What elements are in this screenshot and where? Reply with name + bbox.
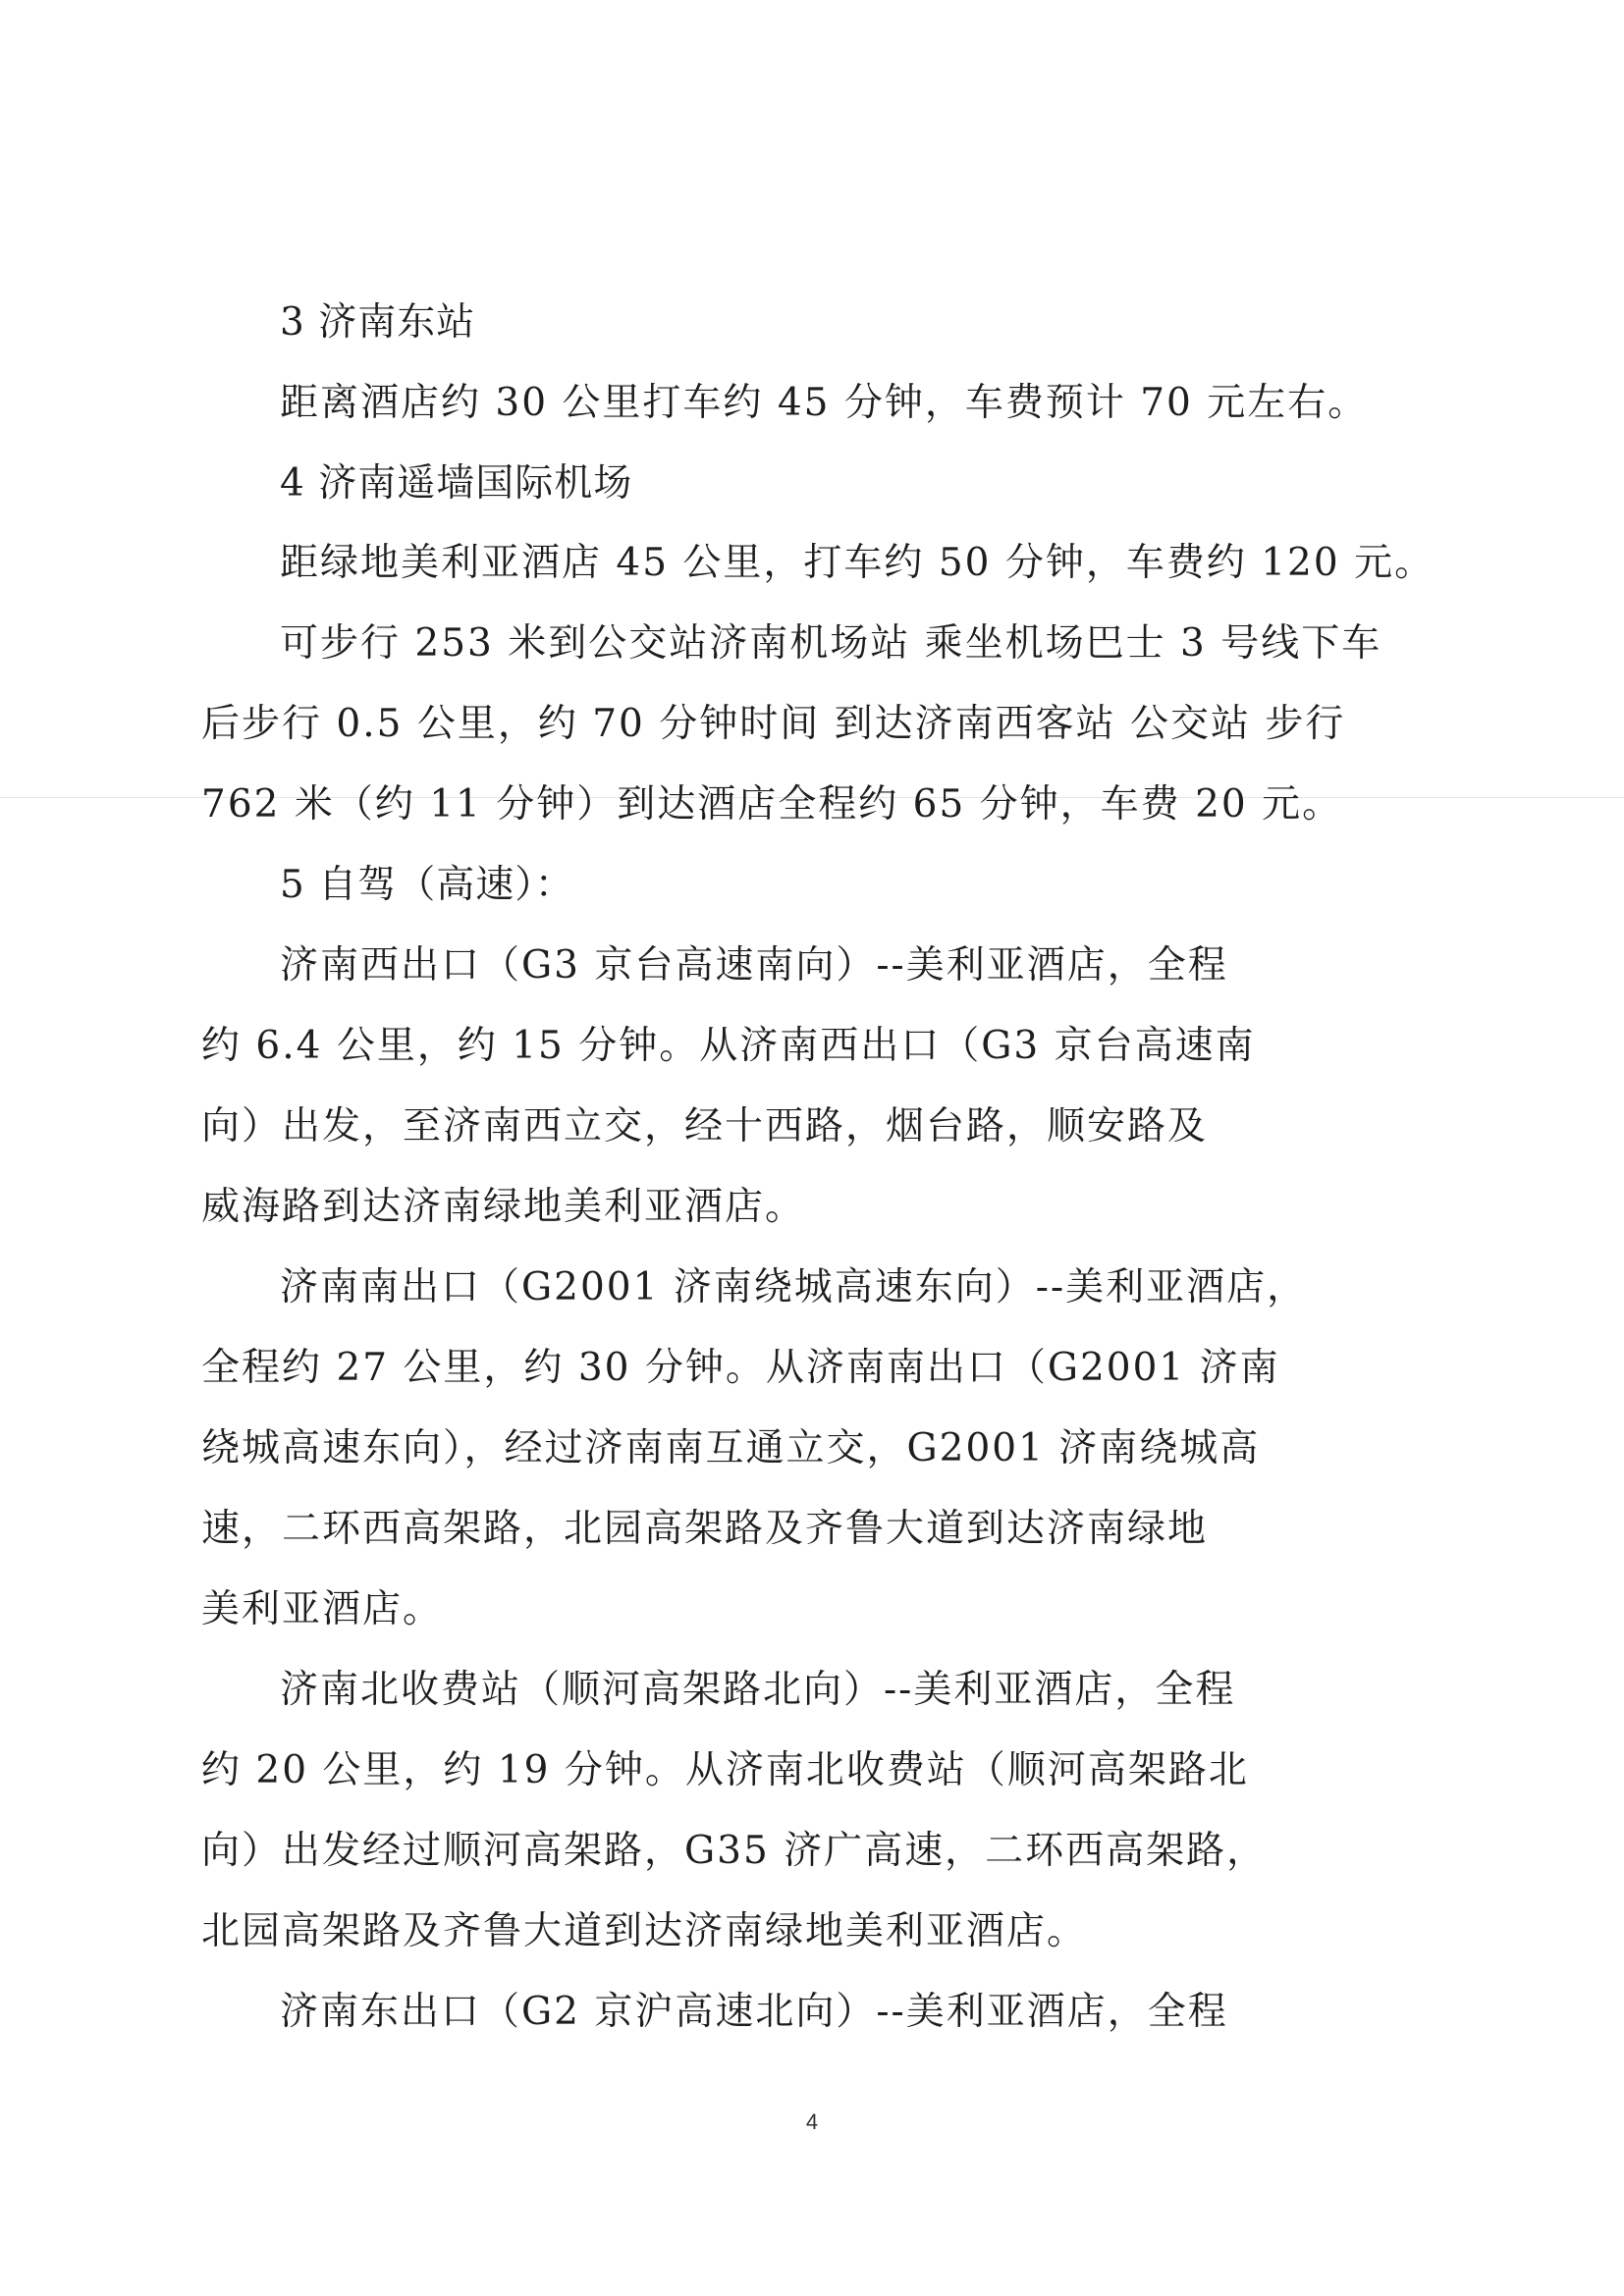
text-line: 约 20 公里，约 19 分钟。从济南北收费站（顺河高架路北 [201,1748,1249,1792]
text-line: 威海路到达济南绿地美利亚酒店。 [201,1185,806,1229]
section-heading-self-drive: 5 自驾（高速）： [280,863,574,907]
text-line: 约 6.4 公里，约 15 分钟。从济南西出口（G3 京台高速南 [201,1024,1256,1068]
section-heading-jinan-east-station: 3 济南东站 [280,300,476,345]
text-line: 后步行 0.5 公里，约 70 分钟时间 到达济南西客站 公交站 步行 [201,702,1346,746]
text-line: 济南北收费站（顺河高架路北向）--美利亚酒店，全程 [280,1668,1236,1712]
text-line: 美利亚酒店。 [201,1587,444,1631]
text-line: 向）出发，至济南西立交，经十西路，烟台路，顺安路及 [201,1104,1209,1148]
text-line: 距绿地美利亚酒店 45 公里，打车约 50 分钟，车费约 120 元。 [280,541,1435,585]
page-number: 4 [805,2109,819,2134]
text-line: 济南南出口（G2001 济南绕城高速东向）--美利亚酒店， [280,1265,1308,1309]
text-line: 可步行 253 米到公交站济南机场站 乘坐机场巴士 3 号线下车 [280,621,1382,666]
text-line: 距离酒店约 30 公里打车约 45 分钟，车费预计 70 元左右。 [280,381,1369,425]
text-line: 全程约 27 公里，约 30 分钟。从济南南出口（G2001 济南 [201,1346,1280,1390]
text-line: 北园高架路及齐鲁大道到达济南绿地美利亚酒店。 [201,1909,1088,1953]
text-line: 向）出发经过顺河高架路，G35 济广高速，二环西高架路， [201,1829,1268,1873]
text-line: 速，二环西高架路，北园高架路及齐鲁大道到达济南绿地 [201,1507,1209,1551]
section-heading-airport: 4 济南遥墙国际机场 [280,461,633,506]
text-line: 绕城高速东向），经过济南南互通立交，G2001 济南绕城高 [201,1426,1261,1470]
text-line: 762 米（约 11 分钟）到达酒店全程约 65 分钟，车费 20 元。 [201,782,1343,827]
text-line: 济南西出口（G3 京台高速南向）--美利亚酒店，全程 [280,943,1228,988]
text-line: 济南东出口（G2 京沪高速北向）--美利亚酒店，全程 [280,1990,1228,2034]
